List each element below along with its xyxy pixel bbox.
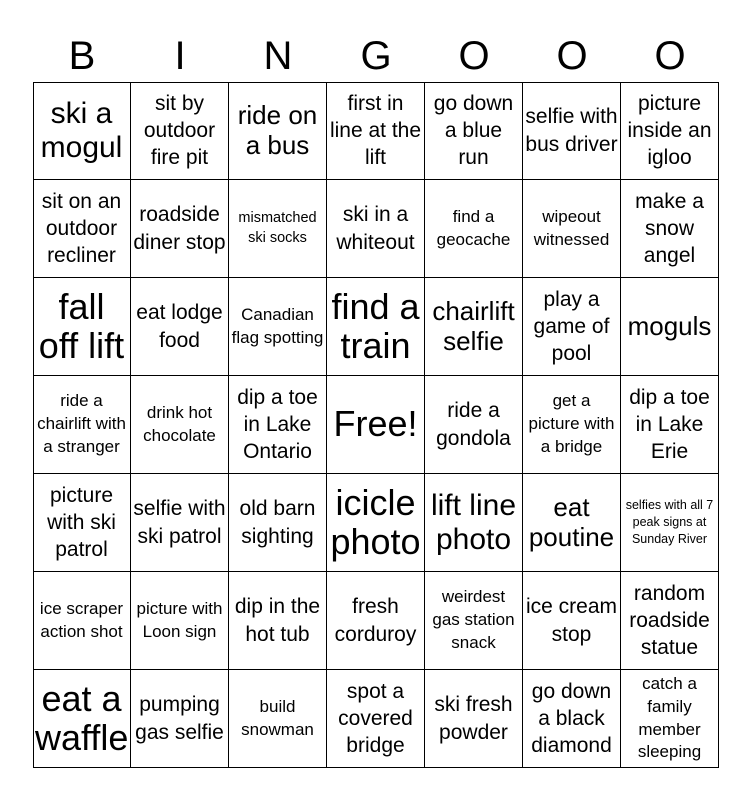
bingo-cell-label: pumping gas selfie	[135, 693, 224, 744]
bingo-cell[interactable]	[229, 278, 327, 376]
bingo-cell-label: ride a gondola	[436, 399, 511, 450]
bingo-cell-label: dip in the hot tub	[234, 595, 321, 646]
bingo-cell[interactable]	[131, 474, 229, 572]
bingo-cell[interactable]	[131, 572, 229, 670]
bingo-cell-label: dip a toe in Lake Erie	[629, 385, 710, 464]
bingo-cell[interactable]	[425, 82, 523, 180]
bingo-cell[interactable]	[229, 82, 327, 180]
bingo-cell[interactable]	[523, 474, 621, 572]
bingo-cell-label: random roadside statue	[629, 581, 710, 660]
bingo-cell-label: old barn sighting	[239, 497, 316, 548]
bingo-cell[interactable]	[327, 180, 425, 278]
bingo-cell-label: catch a family member sleeping	[637, 673, 702, 762]
bingo-cell[interactable]	[131, 82, 229, 180]
bingo-board	[33, 82, 719, 768]
bingo-cell[interactable]	[621, 474, 719, 572]
bingo-cell-label: lift line photo	[430, 488, 517, 556]
bingo-cell[interactable]	[131, 180, 229, 278]
bingo-cell[interactable]	[33, 180, 131, 278]
header-letter: O	[654, 34, 686, 78]
bingo-cell[interactable]	[229, 474, 327, 572]
bingo-cell[interactable]	[33, 474, 131, 572]
bingo-cell-label: picture with ski patrol	[47, 483, 116, 562]
bingo-cell-label: drink hot chocolate	[143, 402, 216, 445]
bingo-cell[interactable]	[327, 572, 425, 670]
header-letter: G	[360, 34, 392, 78]
bingo-cell[interactable]	[327, 474, 425, 572]
bingo-cell-label: ski fresh powder	[434, 693, 513, 744]
bingo-cell[interactable]	[33, 376, 131, 474]
bingo-cell-label: selfies with all 7 peak signs at Sunday River	[625, 498, 714, 546]
bingo-cell[interactable]	[621, 82, 719, 180]
bingo-cell[interactable]	[425, 376, 523, 474]
bingo-cell-label: picture with Loon sign	[136, 598, 223, 641]
header-letter: O	[556, 34, 588, 78]
bingo-cell[interactable]	[621, 180, 719, 278]
bingo-cell[interactable]	[523, 670, 621, 768]
bingo-cell[interactable]	[523, 572, 621, 670]
bingo-cell[interactable]	[33, 278, 131, 376]
bingo-cell-label: sit on an outdoor recliner	[41, 189, 122, 268]
bingo-cell[interactable]	[131, 278, 229, 376]
bingo-cell-label: ski in a whiteout	[336, 203, 415, 254]
bingo-cell-label: ice scraper action shot	[39, 598, 124, 641]
bingo-cell[interactable]	[523, 376, 621, 474]
bingo-cell[interactable]	[327, 670, 425, 768]
bingo-cell-label: find a train	[331, 285, 420, 366]
bingo-cell[interactable]	[33, 82, 131, 180]
bingo-cell-label: go down a blue run	[433, 91, 514, 170]
bingo-cell-label: ride a chairlift with a stranger	[37, 391, 126, 456]
bingo-cell-label: eat lodge food	[136, 301, 223, 352]
bingo-cell-label: ice cream stop	[525, 595, 618, 646]
bingo-cell-label: first in line at the lift	[329, 91, 422, 170]
bingo-cell-label: selfie with bus driver	[525, 105, 618, 156]
bingo-cell[interactable]	[327, 82, 425, 180]
bingo-cell[interactable]	[425, 474, 523, 572]
bingo-cell[interactable]	[229, 572, 327, 670]
bingo-cell-label: eat poutine	[528, 491, 615, 552]
bingo-cell[interactable]	[523, 180, 621, 278]
bingo-cell-label: dip a toe in Lake Ontario	[237, 385, 318, 464]
bingo-cell-label: moguls	[627, 310, 712, 341]
bingo-cell-label: chairlift selfie	[432, 295, 515, 356]
bingo-cell-label: ride on a bus	[237, 99, 318, 160]
bingo-cell[interactable]	[621, 376, 719, 474]
bingo-cell-label: play a game of pool	[533, 287, 610, 366]
bingo-cell[interactable]	[229, 376, 327, 474]
header-letter: N	[263, 34, 293, 78]
bingo-cell[interactable]	[327, 278, 425, 376]
bingo-cell-label: Free!	[333, 403, 418, 445]
bingo-cell-label: make a snow angel	[635, 189, 704, 268]
bingo-cell[interactable]	[425, 180, 523, 278]
bingo-cell-label: fall off lift	[38, 285, 125, 366]
bingo-cell-label: eat a waffle	[35, 677, 129, 758]
bingo-cell[interactable]	[33, 572, 131, 670]
bingo-cell[interactable]	[131, 376, 229, 474]
bingo-cell[interactable]	[621, 670, 719, 768]
bingo-cell-label: Canadian flag spotting	[231, 304, 324, 347]
bingo-cell-label: weirdest gas station snack	[432, 587, 515, 652]
free-space-cell[interactable]	[327, 376, 425, 474]
bingo-cell-label: find a geocache	[436, 206, 511, 249]
bingo-cell-label: wipeout witnessed	[533, 206, 610, 249]
bingo-cell[interactable]	[229, 180, 327, 278]
bingo-cell-label: icicle photo	[330, 481, 421, 562]
bingo-header	[33, 30, 719, 82]
bingo-cell[interactable]	[621, 278, 719, 376]
bingo-cell-label: sit by outdoor fire pit	[143, 91, 216, 170]
bingo-cell[interactable]	[425, 572, 523, 670]
bingo-cell-label: roadside diner stop	[133, 203, 226, 254]
bingo-cell[interactable]	[131, 670, 229, 768]
bingo-cell[interactable]	[33, 670, 131, 768]
bingo-cell[interactable]	[523, 278, 621, 376]
bingo-cell-label: selfie with ski patrol	[133, 497, 226, 548]
bingo-cell[interactable]	[229, 670, 327, 768]
header-letter: B	[68, 34, 96, 78]
bingo-cell[interactable]	[425, 278, 523, 376]
bingo-cell-label: fresh corduroy	[334, 595, 417, 646]
header-letter: O	[458, 34, 490, 78]
header-letter: I	[174, 34, 186, 78]
bingo-cell-label: mismatched ski socks	[238, 209, 317, 246]
bingo-cell-label: spot a covered bridge	[338, 679, 413, 758]
bingo-cell-label: build snowman	[241, 696, 314, 739]
bingo-cell[interactable]	[523, 82, 621, 180]
bingo-cell[interactable]	[621, 572, 719, 670]
bingo-cell-label: go down a black diamond	[531, 679, 612, 758]
bingo-cell-label: picture inside an igloo	[627, 91, 712, 170]
bingo-cell[interactable]	[425, 670, 523, 768]
bingo-cell-label: ski a mogul	[40, 96, 123, 164]
bingo-cell-label: get a picture with a bridge	[528, 391, 615, 456]
